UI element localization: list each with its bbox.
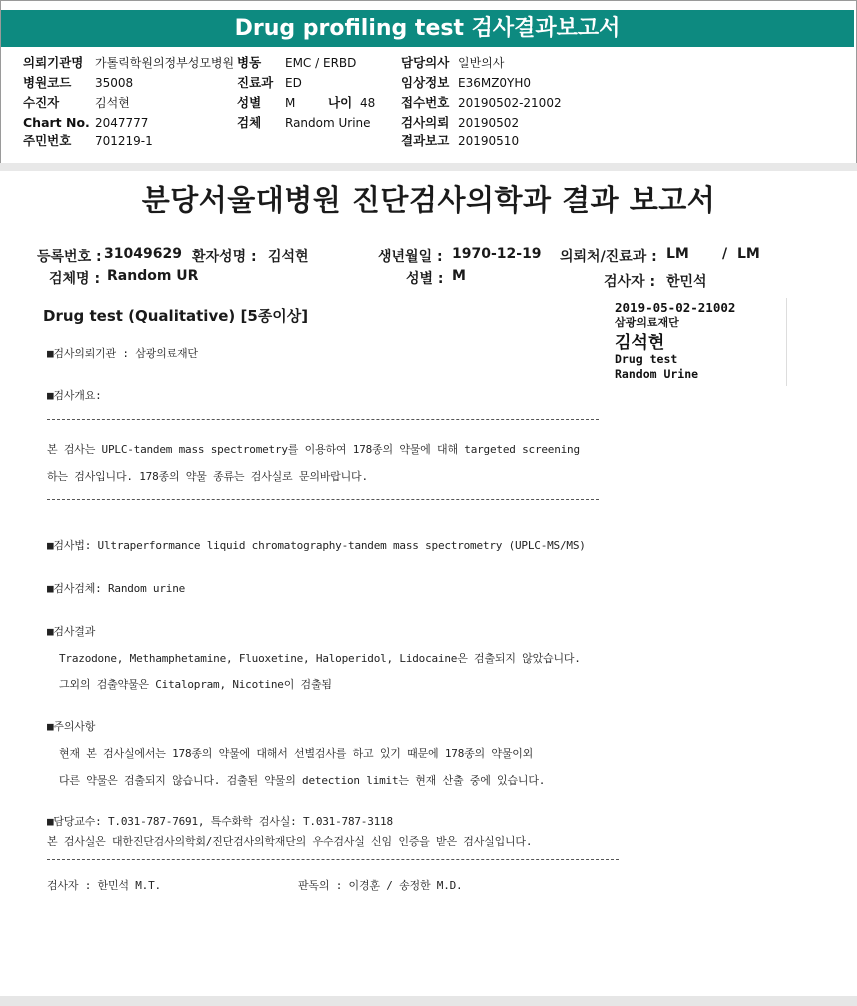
info-report-date: 20190510 (458, 134, 520, 148)
result-line-2: 그외의 검출약물은 Citalopram, Nicotine이 검출됨 (59, 678, 332, 691)
info-specimen: Random Urine (285, 116, 371, 130)
info-institution (23, 56, 83, 70)
report-title-bar (1, 10, 854, 47)
sticker-patient: 김석현 (615, 333, 665, 353)
info-label: 병원코드 (23, 75, 72, 90)
sticker-specimen: Random Urine (615, 367, 699, 381)
info-patient-name: 김석현 (95, 96, 130, 110)
dept-value-2: LM (737, 246, 760, 262)
info-request-date: 20190502 (458, 116, 520, 130)
info-resident-no: 701219-1 (95, 134, 153, 148)
institution-line: ■검사의뢰기관 : 삼광의료재단 (47, 347, 198, 360)
dob-value: 1970-12-19 (452, 246, 542, 262)
specimen-label-sticker (610, 298, 787, 386)
sticker-test: Drug test (615, 352, 678, 366)
dept-separator: / (722, 246, 728, 262)
info-label: 임상정보 (401, 75, 450, 90)
report-title: Drug profiling test 검사결과보고서 (234, 16, 621, 41)
info-label: Chart No. (23, 115, 90, 130)
info-sex: M (285, 96, 296, 110)
caution-line-1: 현재 본 검사실에서는 178종의 약물에 대해서 선별검사를 하고 있기 때문에 178종의 약물이외 (59, 747, 534, 760)
info-label: 병동 (237, 55, 262, 70)
overview-line-2: 하는 검사입니다. 178종의 약물 종류는 검사실로 문의바랍니다. (47, 470, 368, 483)
patient-label: 환자성명 : (192, 249, 257, 265)
dashed-divider (47, 499, 599, 500)
specimen-line: ■검사검체: Random urine (47, 582, 186, 595)
overview-heading: ■검사개요: (47, 389, 102, 402)
caution-line-2: 다른 약물은 검출되지 않습니다. 검출된 약물의 detection limit는 현재 산출 중에 있습니다. (59, 774, 546, 787)
info-label: 성별 (237, 95, 262, 110)
examiner-label: 검사자 : (604, 274, 656, 290)
dept-value: LM (666, 246, 689, 262)
examiner-value: 한민석 (666, 274, 707, 290)
info-label: 주민번호 (23, 133, 72, 148)
reg-value: 31049629 (104, 246, 182, 262)
result-line-1: Trazodone, Methamphetamine, Fluoxetine, Haloperidol, Lidocaine은 검출되지 않았습니다. (59, 652, 581, 665)
info-institution-value: 가톨릭학원의정부성모병원 (95, 56, 235, 70)
sex-value: M (452, 268, 466, 284)
sticker-accession: 2019-05-02-21002 (615, 300, 736, 315)
info-doctor: 일반의사 (458, 56, 505, 70)
specimen-label: 검체명 : (49, 271, 101, 287)
info-department: ED (285, 76, 302, 90)
dob-label: 생년월일 : (378, 249, 443, 265)
info-age: 48 (360, 96, 376, 110)
reg-label: 등록번호 : (37, 249, 102, 265)
info-label: 결과보고 (401, 133, 450, 148)
info-label: 검사의뢰 (401, 115, 450, 130)
divider-band (0, 163, 857, 171)
specimen-value: Random UR (107, 268, 199, 284)
dashed-divider (47, 859, 619, 860)
info-label-age: 나이 (328, 95, 353, 110)
info-ward: EMC / ERBD (285, 56, 357, 70)
caution-heading: ■주의사항 (47, 720, 96, 733)
info-label: 진료과 (237, 75, 274, 90)
certification-line: 본 검사실은 대한진단검사의학회/진단검사의학재단의 우수검사실 신임 인증을 받은 검사실입니다. (47, 835, 533, 848)
reader-footer: 판독의 : 이경훈 / 송정한 M.D. (298, 879, 463, 892)
dashed-divider (47, 419, 599, 420)
info-label: 담당의사 (401, 55, 450, 70)
info-clinical: E36MZ0YH0 (458, 76, 532, 90)
sticker-lab: 삼광의료재단 (615, 316, 679, 329)
info-label: 검체 (237, 115, 262, 130)
section-title: Drug test (Qualitative) [5종이상] (43, 307, 309, 325)
contact-line: ■담당교수: T.031-787-7691, 특수화학 검사실: T.031-787-3118 (47, 815, 393, 828)
info-label: 수진자 (23, 95, 60, 110)
method-line: ■검사법: Ultraperformance liquid chromatography-tandem mass spectrometry (UPLC-MS/MS) (47, 539, 586, 552)
scanned-report-title: 분당서울대병원 진단검사의학과 결과 보고서 (141, 183, 716, 217)
info-receipt-no: 20190502-21002 (458, 96, 562, 110)
info-label: 접수번호 (401, 95, 450, 110)
patient-value: 김석현 (268, 249, 309, 265)
info-label: 의뢰기관명 (23, 55, 84, 70)
overview-line-1: 본 검사는 UPLC-tandem mass spectrometry를 이용하여 178종의 약물에 대해 targeted screening (47, 443, 580, 456)
info-chart-no: 2047777 (95, 116, 149, 130)
result-heading: ■검사결과 (47, 625, 96, 638)
dept-label: 의뢰처/진료과 : (560, 249, 657, 265)
bottom-band (0, 996, 857, 1006)
sex-label: 성별 : (406, 271, 444, 287)
info-hospital-code: 35008 (95, 76, 134, 90)
examiner-footer: 검사자 : 한민석 M.T. (47, 879, 161, 892)
